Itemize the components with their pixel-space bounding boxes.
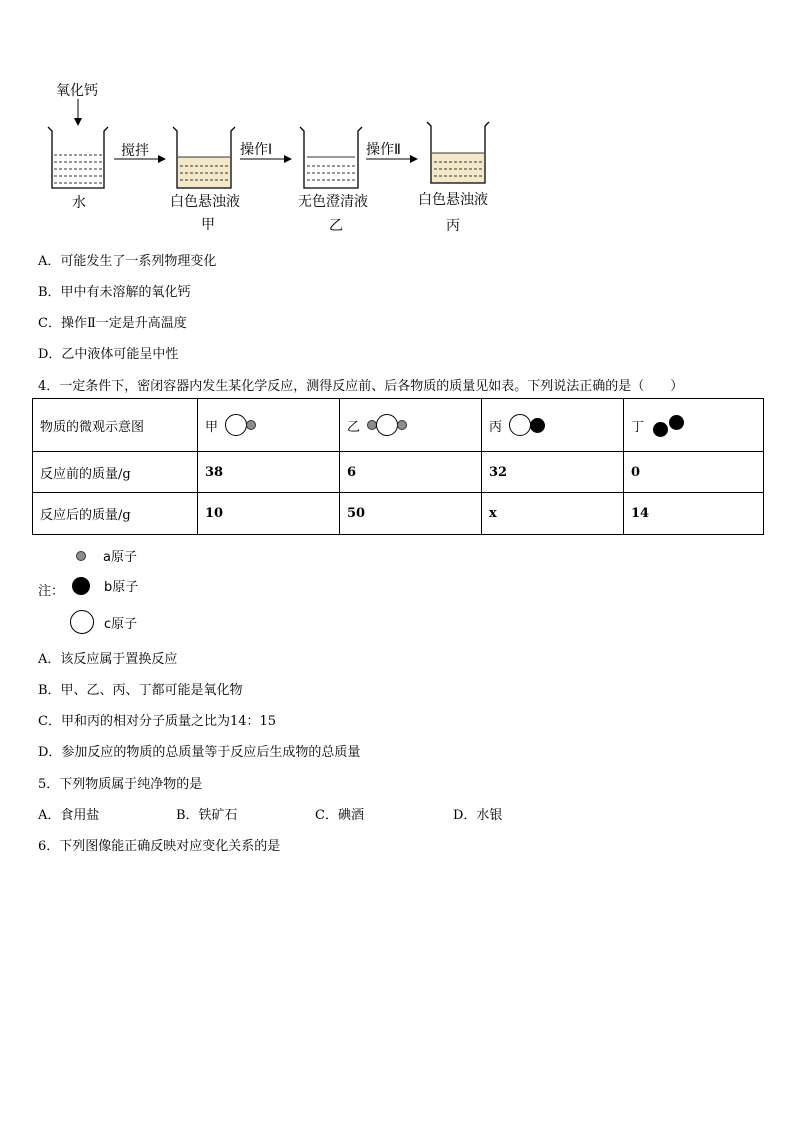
beaker-caption-a: 白色悬浊液	[170, 194, 240, 210]
mass-table	[32, 398, 764, 535]
experiment-diagram	[0, 0, 794, 240]
cell-substance-bing	[482, 399, 624, 452]
b-atom-icon	[653, 422, 668, 437]
diagram-drawing	[0, 0, 794, 240]
b-atom-icon	[669, 415, 684, 430]
legend-b	[72, 576, 138, 595]
beaker-caption-c: 白色悬浊液	[418, 192, 488, 208]
q3-option-b: B．甲中有未溶解的氧化钙	[38, 285, 191, 300]
before-ding: 0	[624, 452, 764, 493]
reagent-label: 氧化钙	[56, 83, 98, 99]
q5-option-b: B．铁矿石	[176, 808, 238, 823]
q3-option-d: D．乙中液体可能呈中性	[38, 347, 179, 362]
reagent-arrow	[74, 99, 82, 126]
a-atom-icon	[397, 420, 407, 430]
beaker-sub-a: 甲	[201, 217, 215, 233]
row-label-before: 反应前的质量/g	[33, 452, 198, 493]
after-bing: x	[482, 493, 624, 535]
note-prefix: 注：	[38, 584, 65, 599]
legend-a	[76, 546, 137, 565]
b-atom-icon	[72, 577, 90, 595]
q4-stem: 4．一定条件下，密闭容器内发生某化学反应，测得反应前、后各物质的质量见如表。下列说法正确的是（ ）	[38, 379, 684, 394]
arrow-label-op2: 操作Ⅱ	[366, 142, 401, 158]
beaker-suspension-b	[427, 122, 489, 183]
c-atom-icon	[70, 610, 94, 634]
after-jia: 10	[198, 493, 340, 535]
q5-option-a: A．食用盐	[38, 808, 100, 823]
q4-option-a: A．该反应属于置换反应	[38, 652, 178, 667]
a-atom-icon	[76, 551, 86, 561]
before-bing: 32	[482, 452, 624, 493]
beaker-water	[48, 127, 108, 188]
substance-bing-label: 丙	[489, 419, 503, 435]
q5-option-d: D．水银	[453, 808, 503, 823]
before-jia: 38	[198, 452, 340, 493]
substance-ding-label: 丁	[631, 419, 645, 435]
beaker-sub-b: 乙	[329, 218, 343, 234]
c-atom-icon	[509, 414, 531, 436]
after-yi: 50	[340, 493, 482, 535]
b-atom-icon	[530, 418, 545, 433]
arrow-label-op1: 操作Ⅰ	[240, 142, 273, 158]
legend-a-label: a原子	[103, 550, 137, 565]
a-atom-icon	[246, 420, 256, 430]
q4-option-c: C．甲和丙的相对分子质量之比为14：15	[38, 714, 277, 729]
q5-stem: 5．下列物质属于纯净物的是	[38, 777, 203, 792]
q5-option-c: C．碘酒	[315, 808, 364, 823]
beaker-caption-b: 无色澄清液	[298, 194, 368, 210]
q3-option-a: A．可能发生了一系列物理变化	[38, 254, 217, 269]
c-atom-icon	[225, 414, 247, 436]
cell-substance-jia	[198, 399, 340, 452]
beaker-suspension-a	[173, 127, 235, 188]
q4-option-b: B．甲、乙、丙、丁都可能是氧化物	[38, 683, 243, 698]
legend-c	[70, 610, 137, 634]
table-row	[33, 452, 764, 493]
beaker-sub-c: 丙	[446, 218, 460, 234]
before-yi: 6	[340, 452, 482, 493]
substance-jia-label: 甲	[205, 419, 219, 435]
table-row	[33, 493, 764, 535]
q6-stem: 6．下列图像能正确反映对应变化关系的是	[38, 839, 281, 854]
legend-c-label: c原子	[104, 616, 138, 632]
row-label-diagram: 物质的微观示意图	[33, 399, 198, 452]
row-label-after: 反应后的质量/g	[33, 493, 198, 535]
q4-option-d: D．参加反应的物质的总质量等于反应后生成物的总质量	[38, 745, 361, 760]
legend-b-label: b原子	[104, 580, 139, 595]
substance-yi-label: 乙	[347, 419, 361, 435]
beaker-clear	[300, 127, 362, 188]
c-atom-icon	[376, 414, 398, 436]
after-ding: 14	[624, 493, 764, 535]
beaker-caption-water: 水	[72, 195, 86, 211]
cell-substance-yi	[340, 399, 482, 452]
arrow-label-stir: 搅拌	[121, 143, 149, 159]
cell-substance-ding	[624, 399, 764, 452]
q3-option-c: C．操作Ⅱ一定是升高温度	[38, 316, 187, 331]
table-row	[33, 399, 764, 452]
